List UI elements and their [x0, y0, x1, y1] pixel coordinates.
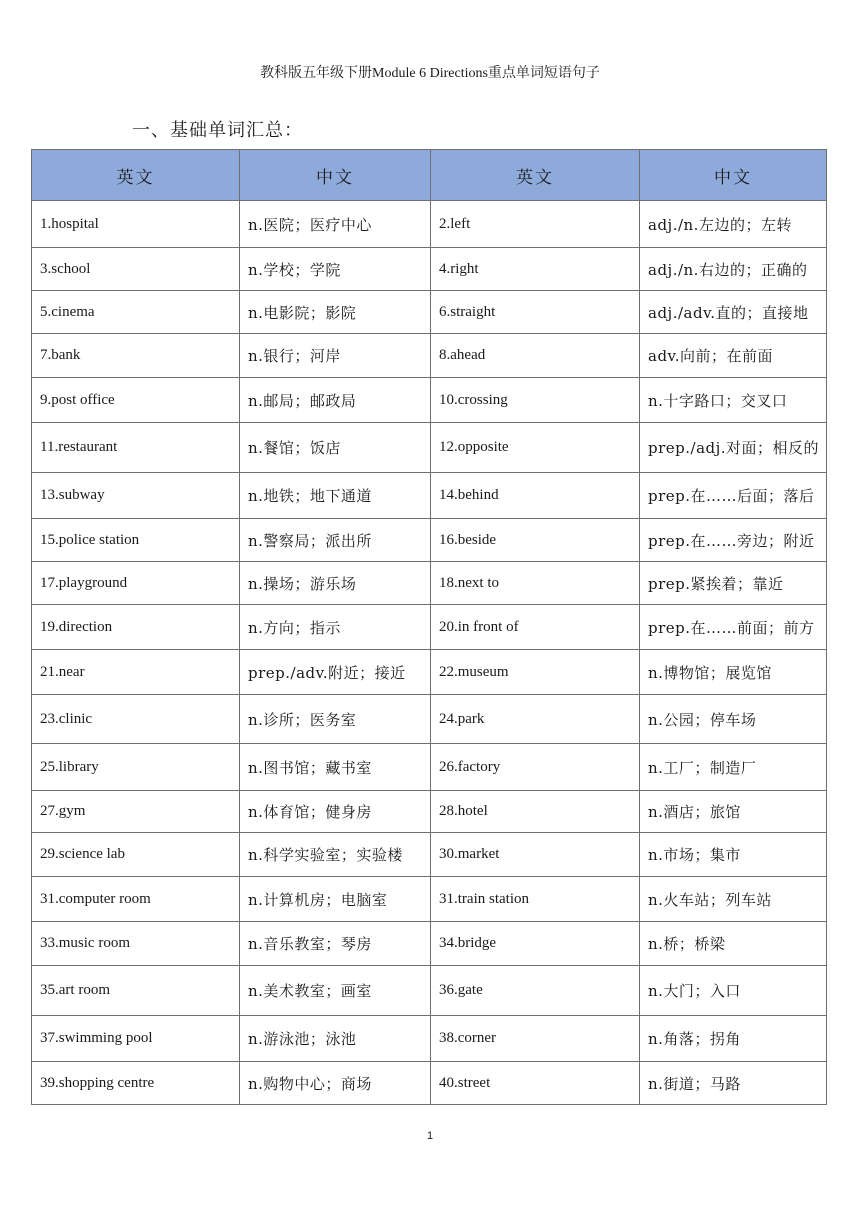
english-word-cell: 38.corner: [431, 1016, 640, 1062]
vocabulary-table: [31, 149, 827, 1105]
chinese-meaning-cell: n.工厂；制造厂: [640, 744, 827, 791]
chinese-meaning-cell: n.操场；游乐场: [240, 562, 431, 605]
table-row: [32, 650, 827, 695]
english-word-cell: 16.beside: [431, 519, 640, 562]
table-row: [32, 334, 827, 378]
chinese-meaning-cell: n.银行；河岸: [240, 334, 431, 378]
chinese-meaning-cell: n.科学实验室；实验楼: [240, 833, 431, 877]
table-row: [32, 248, 827, 291]
english-word-cell: 10.crossing: [431, 378, 640, 423]
english-word-cell: 2.left: [431, 201, 640, 248]
chinese-meaning-cell: n.火车站；列车站: [640, 877, 827, 922]
english-word-cell: 7.bank: [32, 334, 240, 378]
table-row: [32, 922, 827, 966]
english-word-cell: 35.art room: [32, 966, 240, 1016]
chinese-meaning-cell: n.诊所；医务室: [240, 695, 431, 744]
english-word-cell: 4.right: [431, 248, 640, 291]
english-word-cell: 9.post office: [32, 378, 240, 423]
chinese-meaning-cell: prep.紧挨着；靠近: [640, 562, 827, 605]
chinese-meaning-cell: adj./adv.直的；直接地: [640, 291, 827, 334]
header-english-2: 英文: [431, 150, 640, 201]
english-word-cell: 1.hospital: [32, 201, 240, 248]
table-row: [32, 562, 827, 605]
english-word-cell: 34.bridge: [431, 922, 640, 966]
english-word-cell: 28.hotel: [431, 791, 640, 833]
english-word-cell: 14.behind: [431, 473, 640, 519]
document-title: 教科版五年级下册Module 6 Directions重点单词短语句子: [260, 66, 600, 81]
chinese-meaning-cell: prep./adj.对面；相反的: [640, 423, 827, 473]
table-row: [32, 966, 827, 1016]
english-word-cell: 33.music room: [32, 922, 240, 966]
chinese-meaning-cell: prep.在……旁边；附近: [640, 519, 827, 562]
chinese-meaning-cell: adj./n.右边的；正确的: [640, 248, 827, 291]
chinese-meaning-cell: n.桥；桥梁: [640, 922, 827, 966]
table-row: [32, 695, 827, 744]
english-word-cell: 25.library: [32, 744, 240, 791]
english-word-cell: 40.street: [431, 1062, 640, 1105]
english-word-cell: 5.cinema: [32, 291, 240, 334]
chinese-meaning-cell: n.邮局；邮政局: [240, 378, 431, 423]
table-row: [32, 378, 827, 423]
table-row: [32, 791, 827, 833]
chinese-meaning-cell: n.酒店；旅馆: [640, 791, 827, 833]
english-word-cell: 37.swimming pool: [32, 1016, 240, 1062]
table-header-row: [32, 150, 827, 201]
chinese-meaning-cell: adv.向前；在前面: [640, 334, 827, 378]
english-word-cell: 23.clinic: [32, 695, 240, 744]
english-word-cell: 17.playground: [32, 562, 240, 605]
chinese-meaning-cell: prep.在……前面；前方: [640, 605, 827, 650]
english-word-cell: 36.gate: [431, 966, 640, 1016]
table-row: [32, 201, 827, 248]
chinese-meaning-cell: adj./n.左边的；左转: [640, 201, 827, 248]
english-word-cell: 8.ahead: [431, 334, 640, 378]
header-chinese-2: 中文: [640, 150, 827, 201]
table-row: [32, 877, 827, 922]
table-row: [32, 744, 827, 791]
english-word-cell: 18.next to: [431, 562, 640, 605]
english-word-cell: 30.market: [431, 833, 640, 877]
chinese-meaning-cell: prep./adv.附近；接近: [240, 650, 431, 695]
english-word-cell: 31.train station: [431, 877, 640, 922]
chinese-meaning-cell: n.警察局；派出所: [240, 519, 431, 562]
chinese-meaning-cell: n.计算机房；电脑室: [240, 877, 431, 922]
english-word-cell: 12.opposite: [431, 423, 640, 473]
english-word-cell: 19.direction: [32, 605, 240, 650]
english-word-cell: 6.straight: [431, 291, 640, 334]
chinese-meaning-cell: n.餐馆；饭店: [240, 423, 431, 473]
english-word-cell: 22.museum: [431, 650, 640, 695]
chinese-meaning-cell: n.十字路口；交叉口: [640, 378, 827, 423]
header-english-1: 英文: [32, 150, 240, 201]
chinese-meaning-cell: n.博物馆；展览馆: [640, 650, 827, 695]
english-word-cell: 11.restaurant: [32, 423, 240, 473]
chinese-meaning-cell: prep.在……后面；落后: [640, 473, 827, 519]
chinese-meaning-cell: n.游泳池；泳池: [240, 1016, 431, 1062]
english-word-cell: 27.gym: [32, 791, 240, 833]
chinese-meaning-cell: n.图书馆；藏书室: [240, 744, 431, 791]
chinese-meaning-cell: n.电影院；影院: [240, 291, 431, 334]
table-row: [32, 473, 827, 519]
chinese-meaning-cell: n.公园；停车场: [640, 695, 827, 744]
chinese-meaning-cell: n.角落；拐角: [640, 1016, 827, 1062]
english-word-cell: 15.police station: [32, 519, 240, 562]
chinese-meaning-cell: n.音乐教室；琴房: [240, 922, 431, 966]
chinese-meaning-cell: n.方向；指示: [240, 605, 431, 650]
table-row: [32, 423, 827, 473]
header-chinese-1: 中文: [240, 150, 431, 201]
english-word-cell: 39.shopping centre: [32, 1062, 240, 1105]
english-word-cell: 26.factory: [431, 744, 640, 791]
chinese-meaning-cell: n.体育馆；健身房: [240, 791, 431, 833]
english-word-cell: 24.park: [431, 695, 640, 744]
english-word-cell: 29.science lab: [32, 833, 240, 877]
chinese-meaning-cell: n.大门；入口: [640, 966, 827, 1016]
chinese-meaning-cell: n.市场；集市: [640, 833, 827, 877]
english-word-cell: 31.computer room: [32, 877, 240, 922]
chinese-meaning-cell: n.美术教室；画室: [240, 966, 431, 1016]
table-row: [32, 291, 827, 334]
english-word-cell: 13.subway: [32, 473, 240, 519]
table-row: [32, 519, 827, 562]
section-heading: 一、基础单词汇总：: [132, 120, 303, 141]
english-word-cell: 20.in front of: [431, 605, 640, 650]
table-row: [32, 1062, 827, 1105]
chinese-meaning-cell: n.购物中心；商场: [240, 1062, 431, 1105]
table-row: [32, 605, 827, 650]
english-word-cell: 3.school: [32, 248, 240, 291]
page-number: 1: [426, 1130, 434, 1142]
chinese-meaning-cell: n.地铁；地下通道: [240, 473, 431, 519]
table-row: [32, 1016, 827, 1062]
english-word-cell: 21.near: [32, 650, 240, 695]
chinese-meaning-cell: n.学校；学院: [240, 248, 431, 291]
chinese-meaning-cell: n.街道；马路: [640, 1062, 827, 1105]
table-row: [32, 833, 827, 877]
chinese-meaning-cell: n.医院；医疗中心: [240, 201, 431, 248]
